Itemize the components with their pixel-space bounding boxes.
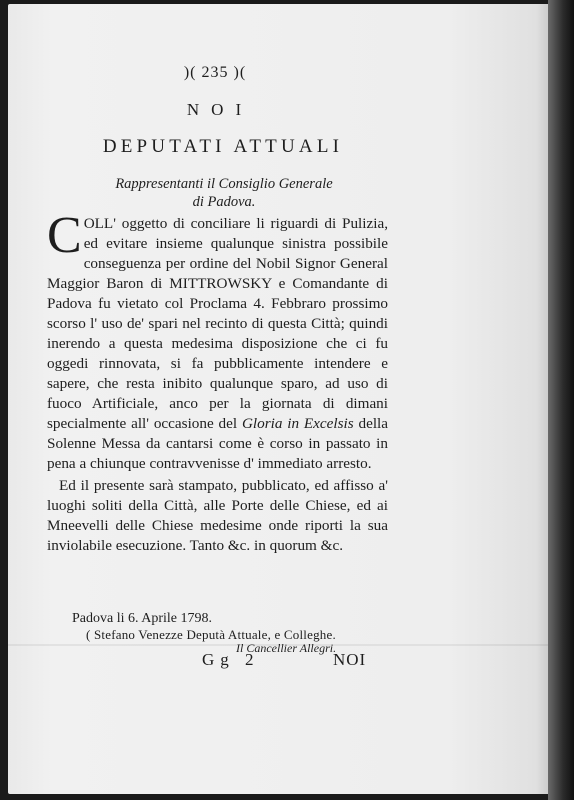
paragraph-1-text: OLL' oggetto di conciliare li riguardi di Pulizia, ed evitare insieme qualunque sinistra possibile conseguenza per ordine del Nobil Signor General Maggior Baron di MITTROWSKY e Comandante di Padova fu vietato col Proclama 4. Febbraro prossimo scorso l' uso de' spari nel recinto di questa Città; quindi inerendo a questa medesima disposizione che ci fu oggedi rinnovata, si fa pubblicamente intendere e sapere, che resta inibito qualunque sparo, ad uso di fuoco Artificiale, anco per la giornata di dimani specialmente all' occasione del [47,215,388,432]
catchword: NOI [333,650,367,669]
chancellor-line: Il Cancellier Allegri. [236,641,337,655]
proclamation-body [47,207,389,556]
document-subtitle [84,175,364,211]
paragraph-1-end: della Solenne Messa da cantarsi come è corso in passato in pena a chiunque contravvenisse d' immediato arresto. [47,415,389,472]
drop-cap: C [47,207,82,264]
page-number: )( 235 )( [183,64,247,81]
signer-line: ( Stefano Venezze Deputà Attuale, e Colleghe. [86,627,336,642]
paragraph-1 [47,207,389,474]
paragraph-1-italic: Gloria in Excelsis [241,415,354,432]
subtitle-line-2: di Padova. [192,194,256,210]
book-spine [548,0,574,800]
document-title: DEPUTATI ATTUALI [102,136,344,157]
signature-mark: Gg 2 [202,650,260,669]
header-noi: NOI [186,100,254,119]
date-line: Padova li 6. Aprile 1798. [72,611,212,626]
paragraph-2: Ed il presente sarà stampato, pubblicato, ed affisso a' luoghi soliti della Città, alle Porte delle Chiese, ed ai Mneevelli delle Chiese medesime onde riporti la sua inviolabile esecuzione. Tanto &c. in quorum &c. [47,477,388,554]
subtitle-line-1: Rappresentanti il Consiglio Generale [115,176,333,192]
